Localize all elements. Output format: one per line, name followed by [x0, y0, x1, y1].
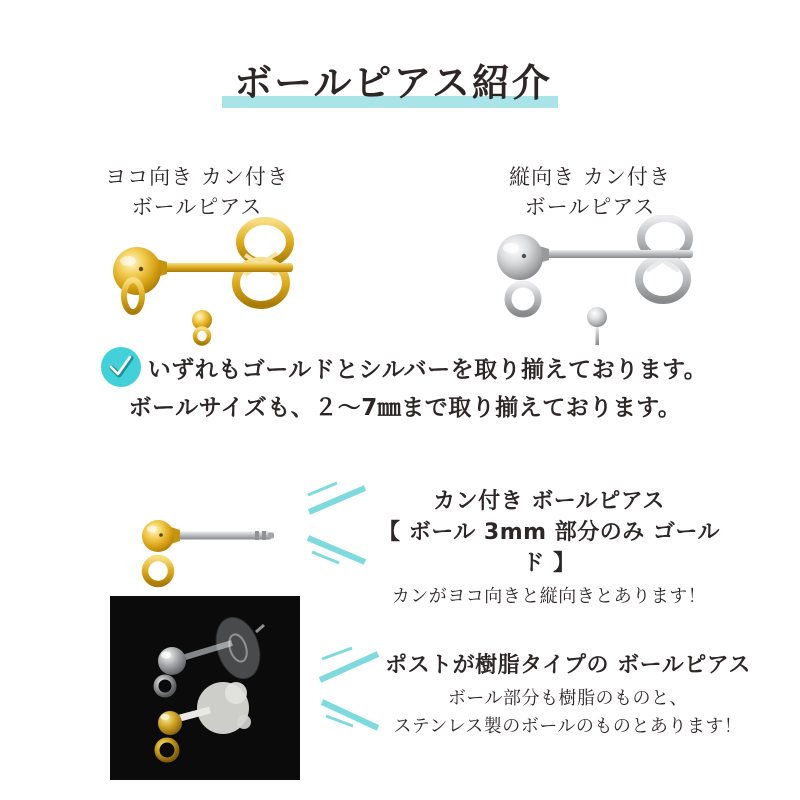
mixed-kan-loop [145, 558, 171, 584]
mixed-gold-ball [142, 520, 174, 552]
feature-gold-ball-line2: 【 ボール 3mm 部分のみ ゴールド 】 [378, 520, 720, 576]
feature-resin-post-line2: ボール部分も樹脂のものと、 [447, 688, 689, 709]
resin-earring-silver [156, 612, 267, 695]
feature-resin-post-line3: ステンレス製のボールのものとあります！ [393, 716, 743, 737]
gold-ball [113, 247, 161, 295]
feature-gold-ball-line1: カン付き ボールピアス [433, 489, 665, 514]
silver-earring-image [455, 215, 755, 355]
product-label-silver-line2: ボールピアス [524, 195, 656, 219]
product-label-gold-line2: ボールピアス [131, 195, 263, 219]
silver-clasp [639, 218, 689, 300]
gold-post [159, 263, 293, 272]
product-label-silver-line1: 縦向き カン付き [509, 165, 671, 189]
availability-note-line1: いずれもゴールドとシルバーを取り揃えております。 [147, 357, 708, 383]
product-label-silver [430, 162, 750, 222]
feature-resin-post-line1: ポストが樹脂タイプの ボールピアス [385, 653, 751, 678]
product-label-gold-line1: ヨコ向き カン付き [105, 165, 289, 189]
silver-mini-ball [587, 307, 607, 345]
feature-gold-ball-text [373, 486, 725, 611]
gold-mini-ball [192, 310, 212, 344]
gold-ball-silver-post-image [95, 495, 315, 600]
resin-earrings-photo [110, 596, 300, 780]
silver-post [541, 250, 693, 258]
feature-resin-post-text [380, 650, 756, 741]
feature-gold-ball-line3: カンがヨコ向きと縦向きとあります！ [391, 586, 707, 607]
emphasis-slashes-middle [303, 478, 378, 570]
silver-ball [497, 234, 543, 280]
product-label-gold [37, 162, 357, 222]
check-icon [101, 347, 141, 387]
page-title: ボールピアス紹介 [234, 61, 552, 105]
silver-kan-loop [508, 284, 538, 314]
mixed-post [177, 531, 274, 540]
gold-earring-image [95, 215, 395, 355]
availability-note-line2: ボールサイズも、２～7㎜まで取り揃えております。 [128, 395, 682, 421]
